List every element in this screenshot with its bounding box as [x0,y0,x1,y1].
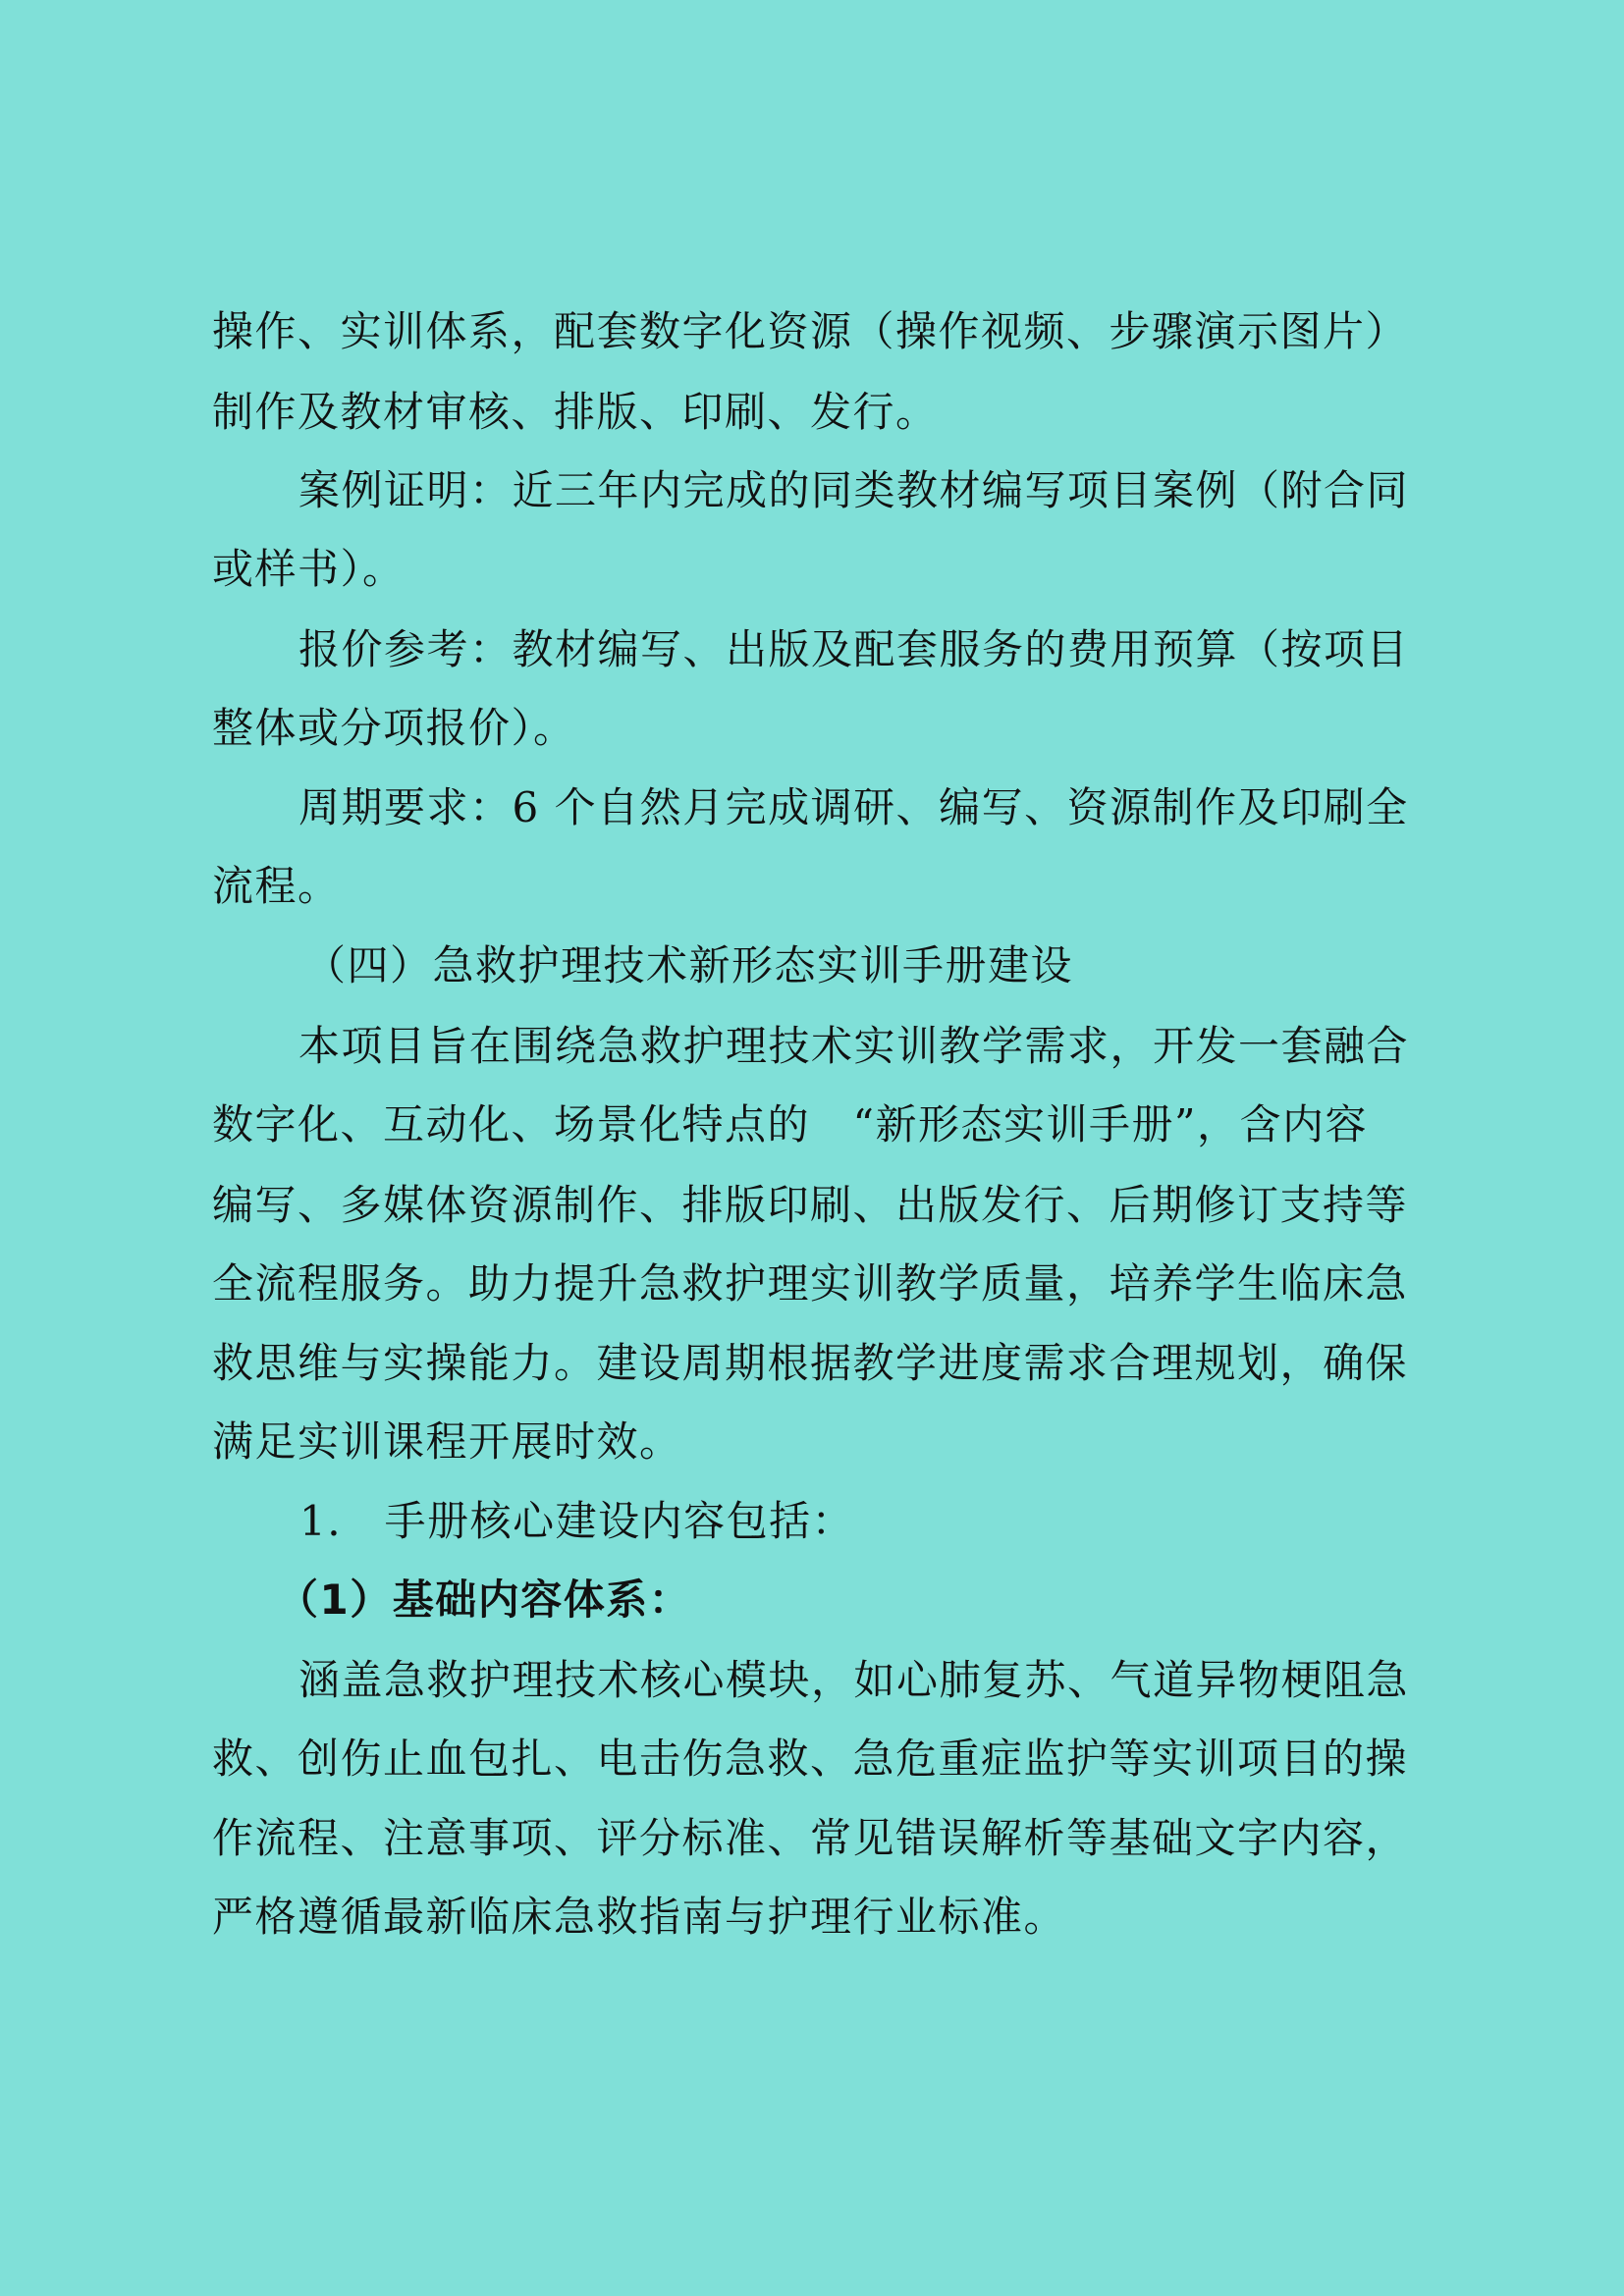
text-line: 报价参考：教材编写、出版及配套服务的费用预算（按项目 [298,625,1410,673]
text-line: 编写、多媒体资源制作、排版印刷、出版发行、后期修订支持等 [212,1181,1409,1229]
text-line: 救、创伤止血包扎、电击伤急救、急危重症监护等实训项目的操 [212,1735,1409,1783]
text-line: 满足实训课程开展时效。 [212,1417,682,1466]
text-line: 周期要求：6 个自然月完成调研、编写、资源制作及印刷全 [298,783,1409,831]
text-line: 涵盖急救护理技术核心模块，如心肺复苏、气道异物梗阻急 [298,1656,1410,1704]
text-line: 或样书）。 [212,545,406,593]
subsection-heading: （1）基础内容体系： [277,1575,692,1624]
text-line: 救思维与实操能力。建设周期根据教学进度需求合理规划，确保 [212,1339,1409,1387]
text-line: 制作及教材审核、排版、印刷、发行。 [212,388,939,436]
text-line: 操作、实训体系，配套数字化资源（操作视频、步骤演示图片） [212,307,1409,355]
text-line: 全流程服务。助力提升急救护理实训教学质量，培养学生临床急 [212,1259,1409,1308]
text-line: 本项目旨在围绕急救护理技术实训教学需求，开发一套融合 [298,1022,1410,1070]
text-line: 作流程、注意事项、评分标准、常见错误解析等基础文字内容， [212,1814,1409,1862]
text-line: 整体或分项报价）。 [212,704,576,752]
numbered-heading: 1. 手册核心建设内容包括： [299,1497,855,1545]
section-heading: （四）急救护理技术新形态实训手册建设 [304,941,1074,989]
text-line: 流程。 [212,862,341,910]
text-line: 严格遵循最新临床急救指南与护理行业标准。 [212,1893,1067,1941]
text-line: 数字化、互动化、场景化特点的 “新形态实训手册”，含内容 [212,1100,1368,1148]
text-line: 案例证明：近三年内完成的同类教材编写项目案例（附合同 [298,466,1410,514]
